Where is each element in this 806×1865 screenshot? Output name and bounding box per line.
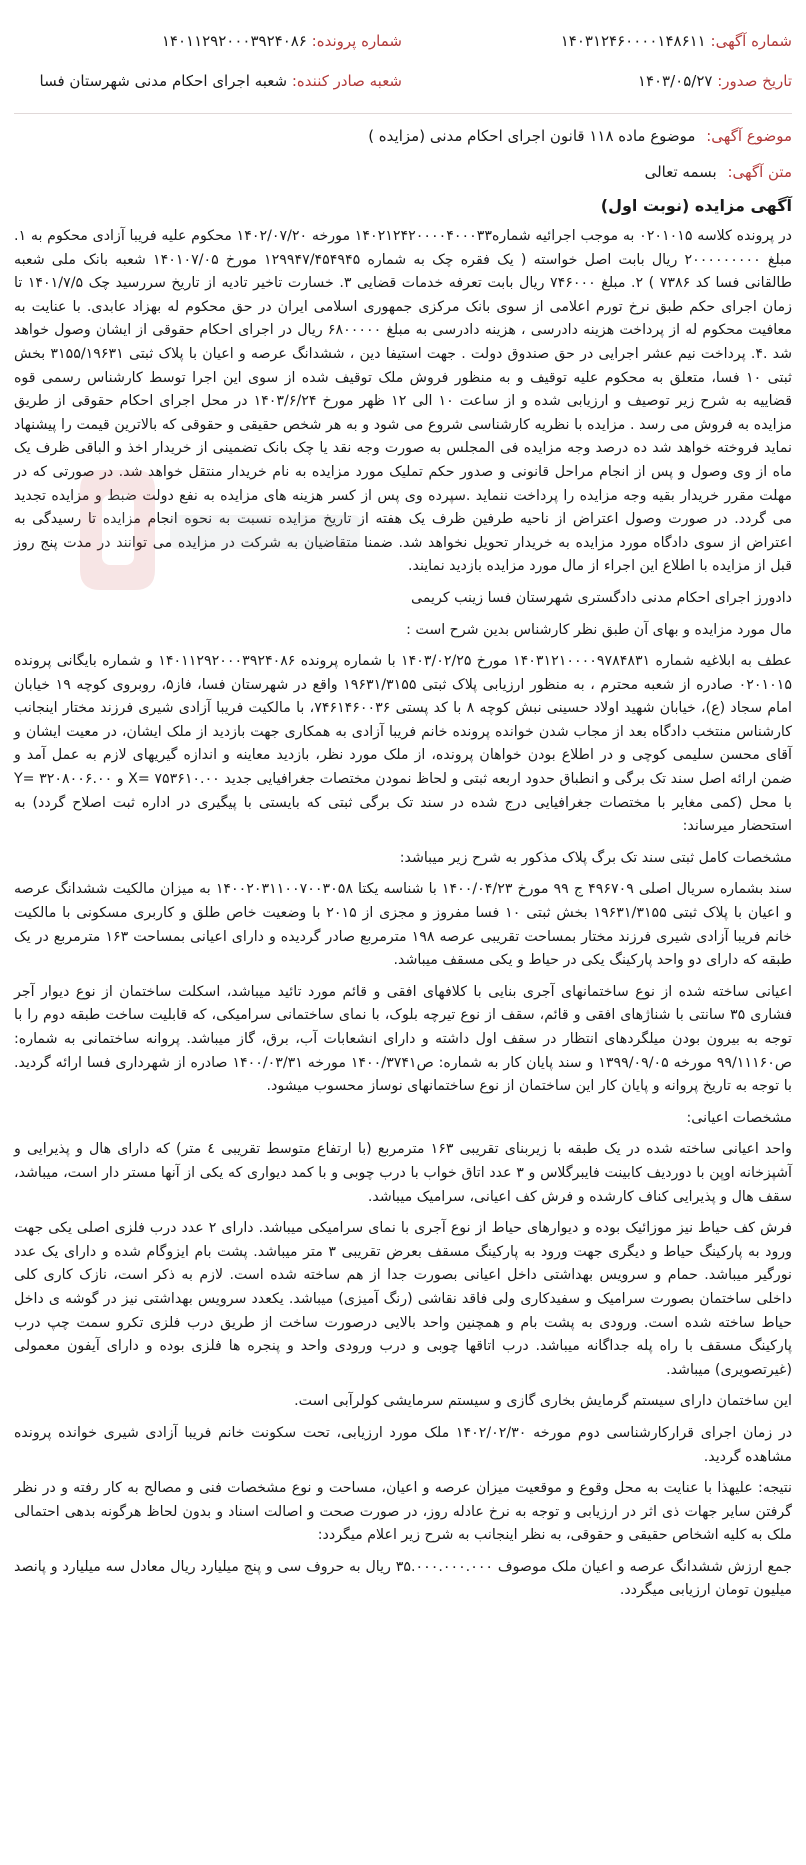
- paragraph-expert-report: عطف به ابلاغیه شماره ۱۴۰۳۱۲۱۰۰۰۰۹۷۸۴۸۳۱ مورخ ۱۴۰۳/۰۲/۲۵ با شماره پرونده ۱۴۰۱۱۲۹۲۰۰۰۳۹۲۴۰۸۶ و شماره بایگانی پرونده ۰۲۰۱۰۱۵ صادره از شعبه محترم ، به منظور ارزیابی پلاک ثبتی ۱۹۶۳۱/۳۱۵۵ واقع در شهرستان فسا، فاز۵، روبروی کوچه ۱۹ خیابان امام سجاد (ع)، خیابان شهید اولاد حسینی نبش کوچه ۸ با کد پستی ۷۴۶۱۴۶۰۰۳۶، با مالکیت فریبا آزادی شیری فرزند مختار اینجانب کارشناس منتخب دادگاه بعد از مجاب شدن خوانده پرونده خانم فریبا آزادی به همکاری جهت بازدید از ملک ایشان، در معیت ایشان و آقای محسن سلیمی کوچی و در اطلاع بودن خواهان پرونده، از ملک مورد نظر، بازدید معاینه و اندازه گیریهای لازم به عمل آمد و ضمن ارائه اصل سند تک برگی و انطباق حدود اربعه ثبتی و لحاظ نمودن مختصات جغرافیایی جدید X= ۷۵۳۶۱۰.۰۰ و Y= ۳۲۰۸۰۰۶.۰۰ با محل (کمی مغایر با مختصات جغرافیایی درج شده در سند تک برگی ثبتی که بایستی با پیگیری در اداره ثبت اصلاح گردد) به استحضار میرساند:: [14, 653, 793, 835]
- subject-value: موضوع ماده ۱۱۸ قانون اجرای احکام مدنی (مزایده ): [368, 127, 696, 145]
- paragraph-main: در پرونده کلاسه ۰۲۰۱۰۱۵ به موجب اجرائیه شماره۱۴۰۲۱۲۴۲۰۰۰۰۴۰۰۰۳۳ مورخه ۱۴۰۲/۰۷/۲۰ محکوم علیه فریبا آزادی محکوم به ۱. مبلغ ۲۰۰۰۰۰۰۰۰۰ ریال بابت اصل خواسته ( یک فقره چک به شماره ۱۲۹۹۴۷/۴۵۴۹۴۵ مورخ ۱۴۰۱۰۷/۰۵ شعبه بانک ملی شعبه طالقانی فسا کد ۷۳۸۶ ) ۲. مبلغ ۷۴۶۰۰۰ ریال بابت تعرفه خدمات قضایی ۳. خسارت تاخیر تادیه از تاریخ سررسید چک ۱۴۰۱/۷/۵ تا زمان اجرای حکم طبق نرخ تورم اعلامی از سوی بانک مرکزی جمهوری اسلامی ایران در حق محکوم له بهزاد عابدی. با عنایت به معافیت محکوم له از پرداخت هزینه دادرسی ، هزینه دادرسی به مبلغ ۶۸۰۰۰۰۰ ریال در اجرای احکام حقوقی از ایشان وصول خواهد شد .۴. پرداخت نیم عشر اجرایی در حق صندوق دولت . جهت استیفا دین ، ششدانگ عرصه و اعیان با پلاک ثبتی ۳۱۵۵/۱۹۶۳۱ بخش ثبتی ۱۰ فسا، متعلق به محکوم علیه توقیف و به منظور فروش ملک توقیف شده از سوی این اجرا توسط کارشناس رسمی قوه قضاییه به شرح زیر توصیف و ارزیابی شده و از ساعت ۱۰ الی ۱۲ ظهر مورخ ۱۴۰۳/۶/۲۴ در محل اجرای احکام حقوقی از طریق مزایده به فروش می رسد . مزایده با نظریه کارشناسی شروع می شود و به هر شخص حقیقی و حقوقی که بالاترین قیمت را پیشنهاد نماید فروخته خواهد شد ده درصد وجه مزایده فی المجلس به صورت وجه نقد یا چک بانک تضمینی از خریدار اخذ و الباقی ظرف یک ماه از وی وصول و پس از انجام مراحل قانونی و صدور حکم تملیک مورد مزایده به نام خریدار منتقل خواهد شد. در صورتی که در مهلت مقرر خریدار بقیه وجه مزایده را پرداخت ننماید .سپرده وی پس از کسر هزینه های مزایده به نفع دولت ضبط و مزایده تجدید می گردد. در صورت وصول اعتراض از ناحیه طرفین ظرف یک هفته از تاریخ مزایده نسبت به نحوه انجام مزایده تا رسیدگی به اعتراض از سوی دادگاه مورد مزایده به خریدار تحویل نخواهد شد. ضمنا متقاضیان به شرکت در مزایده می توانند در مدت پنج روز قبل از مزایده با اطلاع این اجراء از مال مورد مزایده بازدید نمایند.: [14, 228, 793, 575]
- paragraph-total-value: جمع ارزش ششدانگ عرصه و اعیان ملک موصوف ۳۵.۰۰۰.۰۰۰.۰۰۰ ریال به حروف سی و پنج میلیارد ریال معادل سه میلیارد و پانصد میلیون تومان ارزیابی میگردد.: [14, 1558, 792, 1599]
- subject-line: [14, 124, 792, 148]
- issue-date-label: تاریخ صدور:: [717, 72, 792, 90]
- paragraph-unit: واحد اعیانی ساخته شده در یک طبقه با زیربنای تقریبی ۱۶۳ مترمربع (با ارتفاع متوسط تقریبی ٤ متر) که دارای هال و پذیرایی و آشپزخانه اوپن با دوردیف کابینت فایبرگلاس و ۳ عدد اتاق خواب با درب چوبی و با کمد دیواری که یکی از آنها مستر دار است، میباشد، سقف هال و پذیرایی کناف کارشده و فرش کف اعیانی، سرامیک میباشد.: [14, 1141, 792, 1205]
- case-number: [162, 32, 402, 50]
- issuer-label: شعبه صادر کننده:: [291, 72, 402, 90]
- subject-label: موضوع آگهی:: [706, 127, 792, 145]
- ad-number-label: شماره آگهی:: [710, 32, 792, 50]
- paragraph-occupancy: در زمان اجرای قرارکارشناسی دوم مورخه ۱۴۰۲/۰۲/۳۰ ملک مورد ارزیابی، تحت سکونت خانم فریبا آزادی شیری خوانده پرونده مشاهده گردید.: [14, 1424, 793, 1465]
- issuer-value: شعبه اجرای احکام مدنی شهرستان فسا: [39, 72, 288, 90]
- paragraph-conclusion: نتیجه: علیهذا با عنایت به محل وقوع و موقعیت میزان عرصه و اعیان، مساحت و نوع مشخصات فنی و مصالح به کار رفته و در نظر گرفتن سایر جهات ذی اثر در ارزیابی و توجه به نرخ عادله روز، در صورت صحت و اصالت اسناد و بدون لحاظ هرگونه بدهی احتمالی ملک به کلیه اشخاص حقیقی و حقوقی، به نظر اینجانب به شرح زیر اعلام میگردد:: [14, 1480, 792, 1544]
- paragraph-yard: فرش کف حیاط نیز موزائیک بوده و دیوارهای حیاط از نوع آجری با نمای سرامیکی میباشد. دارای ۲ عدد درب فلزی اصلی یکی جهت ورود به پارکینگ حیاط و دیگری جهت ورود به پارکینگ مسقف بعرض تقریبی ۳ متر میباشد. پشت بام ایزوگام شده و دارای یک عدد نورگیر میباشد. حمام و سرویس بهداشتی داخل اعیانی بصورت جدا از هم ساخته شده است. لازم به ذکر است، نازک کاری کلی داخلی ساختمان بصورت سرامیک و سفیدکاری ولی فاقد نقاشی (رنگ آمیزی) میباشد. یکعدد سرویس بهداشتی نیز در گوشه ی داخل حیاط ساخته شده است. ورودی به پشت بام و همچنین واحد بالایی درصورت ساخت از طریق درب فلزی تکرو سمت چپ درب پارکینگ مسقف با راه پله جداگانه میباشد. درب اتاقها چوبی و درب ورودی واحد و پنجره ها فلزی بوده و دارای آیفون معمولی (غیرتصویری) میباشد.: [14, 1220, 793, 1378]
- paragraph-building-specs-heading: مشخصات اعیانی:: [686, 1109, 792, 1126]
- issue-date: [638, 72, 792, 90]
- ad-number: [561, 32, 792, 50]
- case-number-value: ۱۴۰۱۱۲۹۲۰۰۰۳۹۲۴۰۸۶: [161, 32, 307, 50]
- issue-date-value: ۱۴۰۳/۰۵/۲۷: [637, 72, 713, 90]
- case-number-label: شماره پرونده:: [311, 32, 402, 50]
- notice-text-line: [14, 160, 792, 184]
- notice-text-label: متن آگهی:: [727, 163, 792, 181]
- notice-text-value: بسمه تعالی: [644, 163, 717, 181]
- paragraph-item-intro: مال مورد مزایده و بهای آن طبق نظر کارشناس بدین شرح است :: [406, 621, 792, 638]
- paragraph-registry-intro: مشخصات کامل ثبتی سند تک برگ پلاک مذکور به شرح زیر میباشد:: [399, 849, 792, 866]
- paragraph-construction: اعیانی ساخته شده از نوع ساختمانهای آجری بنایی با کلافهای افقی و قائم مورد تائید میباشد، اسکلت ساختمان از نوع دیوار آجر فشاری ۳۵ سانتی با شناژهای افقی و قائم، سقف از نوع تیرچه بلوک، با نمای ساختمانی سرامیکی، که قابلیت ساخت طبقه دوم را با توجه به بیرون بودن میلگردهای انتظار در سقف اول داشته و دارای انشعابات آب، برق، گاز میباشد. پروانه ساختمانی به شماره: ص۹۹/۱۱۱۶۰ مورخه ۱۳۹۹/۰۹/۰۵ و سند پایان کار به شماره: ص۱۴۰۰/۳۷۴۱ مورخه ۱۴۰۰/۰۳/۳۱ صادره از شهرداری فسا ارائه گردید. با توجه به تاریخ پروانه و پایان کار این ساختمان از نوع ساختمانهای نوساز محسوب میشود.: [14, 983, 792, 1095]
- paragraph-hvac: این ساختمان دارای سیستم گرمایش بخاری گازی و سیستم سرمایشی کولرآبی است.: [294, 1393, 792, 1410]
- paragraph-bailiff: دادورز اجرای احکام مدنی دادگستری شهرستان فسا زینب کریمی: [411, 589, 792, 606]
- paragraph-deed: سند بشماره سریال اصلی ۴۹۶۷۰۹ ج ۹۹ مورخ ۱۴۰۰/۰۴/۲۳ با شناسه یکتا ۱۴۰۰۲۰۳۱۱۰۰۷۰۰۳۰۵۸ به میزان مالکیت ششدانگ عرصه و اعیان با پلاک ثبتی ۱۹۶۳۱/۳۱۵۵ بخش ثبتی ۱۰ فسا مفروز و مجزی از ۲۰۱۵ با وضعیت خاص طلق و کاربری مسکونی با مالکیت خانم فریبا آزادی شیری فرزند مختار بمساحت تقریبی عرصه ۱۹۸ مترمربع صادر گردیده و دارای اعیانی بمساحت ۱۶۳ مترمربع در یک طبقه که دارای دو واحد پارکینگ یکی در حیاط و یکی مسقف میباشد.: [14, 881, 793, 969]
- notice-title: آگهی مزایده (نوبت اول): [600, 196, 792, 215]
- ad-number-value: ۱۴۰۳۱۲۴۶۰۰۰۰۱۴۸۶۱۱: [560, 32, 706, 50]
- notice-header: [14, 18, 792, 114]
- issuer: [40, 72, 402, 90]
